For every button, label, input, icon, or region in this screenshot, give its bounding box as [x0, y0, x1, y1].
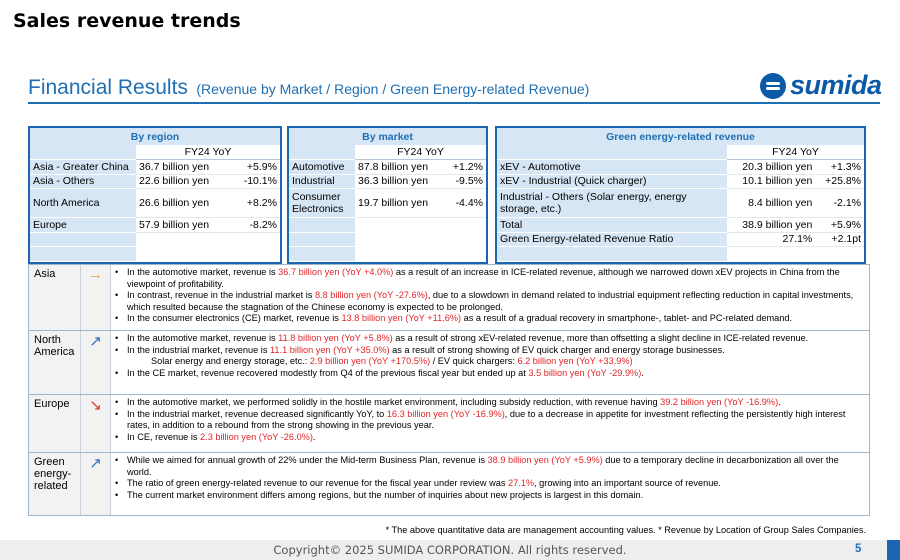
table-row — [289, 160, 486, 175]
region-label: North America — [29, 331, 81, 394]
row-value: 20.3 billion yen — [727, 160, 815, 175]
regional-commentary — [28, 264, 870, 516]
row-label: Total — [497, 218, 727, 233]
row-yoy: +5.9% — [231, 160, 280, 175]
row-value: 26.6 billion yen — [136, 189, 231, 218]
row-label: Industrial — [289, 174, 355, 189]
footer-accent-bar — [887, 540, 900, 560]
row-label: Asia - Greater China — [30, 160, 136, 175]
table-row — [30, 174, 280, 189]
row-value: 22.6 billion yen — [136, 174, 231, 189]
page-number: 5 — [855, 543, 862, 555]
row-yoy: +1.3% — [815, 160, 864, 175]
row-yoy: +25.8% — [815, 174, 864, 189]
commentary-text: • In the automotive market, revenue is 11.8 billion yen (YoY +5.8%) as a result of strong xEV-related revenue, more than offsetting a slight decline in ICE-related revenue. • In the industrial market, revenue is 11.1 billion yen (YoY +35.0%) as a result of strong showing of EV quick charger and energy storage businesses. Solar energy and energy storage, etc.: 2.9 billion yen (YoY +170.5%) / EV quick chargers: 6.2 billion yen (YoY +33.9%) • In the CE market, revenue recovered modestly from Q4 of the previous fiscal year but ended up at 3.5 billion yen (YoY -29.9%). — [115, 333, 809, 378]
row-value: 19.7 billion yen — [355, 189, 444, 218]
footer — [0, 540, 900, 560]
table-row — [289, 189, 486, 218]
commentary-text: • While we aimed for annual growth of 22% under the Mid-term Business Plan, revenue is 38.9 billion yen (YoY +5.9%) due to a temporary decline in decarbonization all over the world. • The ratio of green energy-related revenue to our revenue for the fiscal year under review was 27.1%, growing into an important source of revenue. • The current market environment differs among regions, but the number of inquiries about new projects is largest in this domain. — [115, 455, 839, 500]
region-label: Asia — [29, 265, 81, 330]
slide-title — [28, 76, 589, 100]
region-table-title: By region — [30, 128, 280, 145]
page-heading: Sales revenue trends — [13, 10, 241, 32]
row-label: xEV - Automotive — [497, 160, 727, 175]
row-label: Automotive — [289, 160, 355, 175]
row-label: North America — [30, 189, 136, 218]
region-label: Green energy-related — [29, 453, 81, 515]
market-table — [287, 126, 488, 264]
down-right-arrow-icon: ↘ — [81, 395, 111, 452]
market-table-title: By market — [289, 128, 486, 145]
row-value: 27.1% — [727, 232, 815, 247]
copyright: Copyright© 2025 SUMIDA CORPORATION. All rights reserved. — [273, 543, 627, 557]
table-row — [289, 174, 486, 189]
logo-text: sumida — [790, 70, 882, 100]
row-yoy: +5.9% — [815, 218, 864, 233]
table-row — [497, 174, 864, 189]
flat-arrow-icon: → — [81, 265, 111, 330]
row-value: 36.3 billion yen — [355, 174, 444, 189]
slide-title-sub: (Revenue by Market / Region / Green Energy-related Revenue) — [196, 81, 590, 97]
row-label: xEV - Industrial (Quick charger) — [497, 174, 727, 189]
row-yoy: -8.2% — [231, 218, 280, 233]
row-value: 57.9 billion yen — [136, 218, 231, 233]
up-right-arrow-icon: ↗ — [81, 453, 111, 515]
logo-mark-icon — [760, 73, 786, 99]
row-label: Consumer Electronics — [289, 189, 355, 218]
region-table-period: FY24 YoY — [136, 145, 280, 160]
up-right-arrow-icon: ↗ — [81, 331, 111, 394]
table-row — [30, 189, 280, 218]
row-label: Europe — [30, 218, 136, 233]
slide-title-main: Financial Results — [28, 76, 188, 99]
region-label: Europe — [29, 395, 81, 452]
green-table-title: Green energy-related revenue — [497, 128, 864, 145]
row-value: 8.4 billion yen — [727, 189, 815, 218]
row-value: 36.7 billion yen — [136, 160, 231, 175]
commentary-row-asia — [29, 265, 869, 331]
green-energy-table — [495, 126, 866, 264]
market-table-period: FY24 YoY — [355, 145, 486, 160]
commentary-row-europe — [29, 395, 869, 453]
region-table — [28, 126, 282, 264]
table-row — [30, 218, 280, 233]
row-value: 38.9 billion yen — [727, 218, 815, 233]
row-value: 87.8 billion yen — [355, 160, 444, 175]
table-row — [497, 189, 864, 218]
title-divider — [28, 102, 880, 104]
table-row — [497, 218, 864, 233]
footnote: * The above quantitative data are management accounting values. * Revenue by Location of Group Sales Companies. — [385, 525, 866, 535]
row-yoy: -4.4% — [444, 189, 486, 218]
table-row — [497, 232, 864, 247]
commentary-row-north-america — [29, 331, 869, 395]
row-yoy: +2.1pt — [815, 232, 864, 247]
commentary-text: • In the automotive market, we performed solidly in the hostile market environment, including subsidy reduction, with revenue having 39.2 billion yen (YoY -16.9%). • In the industrial market, revenue decreased significantly YoY, to 16.3 billion yen (YoY -16.9%), due to a decrease in appetite for investment reflecting the persistently high interest rates, in addition to a rebound from the strong showing in the previous year. • In CE, revenue is 2.3 billion yen (YoY -26.0%). — [115, 397, 846, 442]
green-table-period: FY24 YoY — [727, 145, 864, 160]
row-value: 10.1 billion yen — [727, 174, 815, 189]
row-yoy: -10.1% — [231, 174, 280, 189]
row-yoy: -9.5% — [444, 174, 486, 189]
commentary-row-green-energy — [29, 453, 869, 515]
row-label: Asia - Others — [30, 174, 136, 189]
row-label: Industrial - Others (Solar energy, energy storage, etc.) — [497, 189, 727, 218]
row-label: Green Energy-related Revenue Ratio — [497, 232, 727, 247]
table-row — [497, 160, 864, 175]
row-yoy: -2.1% — [815, 189, 864, 218]
table-row — [30, 160, 280, 175]
sumida-logo — [760, 70, 882, 101]
row-yoy: +1.2% — [444, 160, 486, 175]
row-yoy: +8.2% — [231, 189, 280, 218]
commentary-text: • In the automotive market, revenue is 36.7 billion yen (YoY +4.0%) as a result of an increase in ICE-related revenue, although we narrowed down xEV projects in China from the viewpoint of profitability. • In contrast, revenue in the industrial market is 8.8 billion yen (YoY -27.6%), due to a slowdown in demand related to industrial equipment reflecting reduction in capital investments, which resulted because the stagnation of the Chinese economy is expected to be prolonged. • In the consumer electronics (CE) market, revenue is 13.8 billion yen (YoY +11.6%) as a result of a gradual recovery in smartphone-, tablet- and PC-related demand. — [115, 267, 854, 324]
